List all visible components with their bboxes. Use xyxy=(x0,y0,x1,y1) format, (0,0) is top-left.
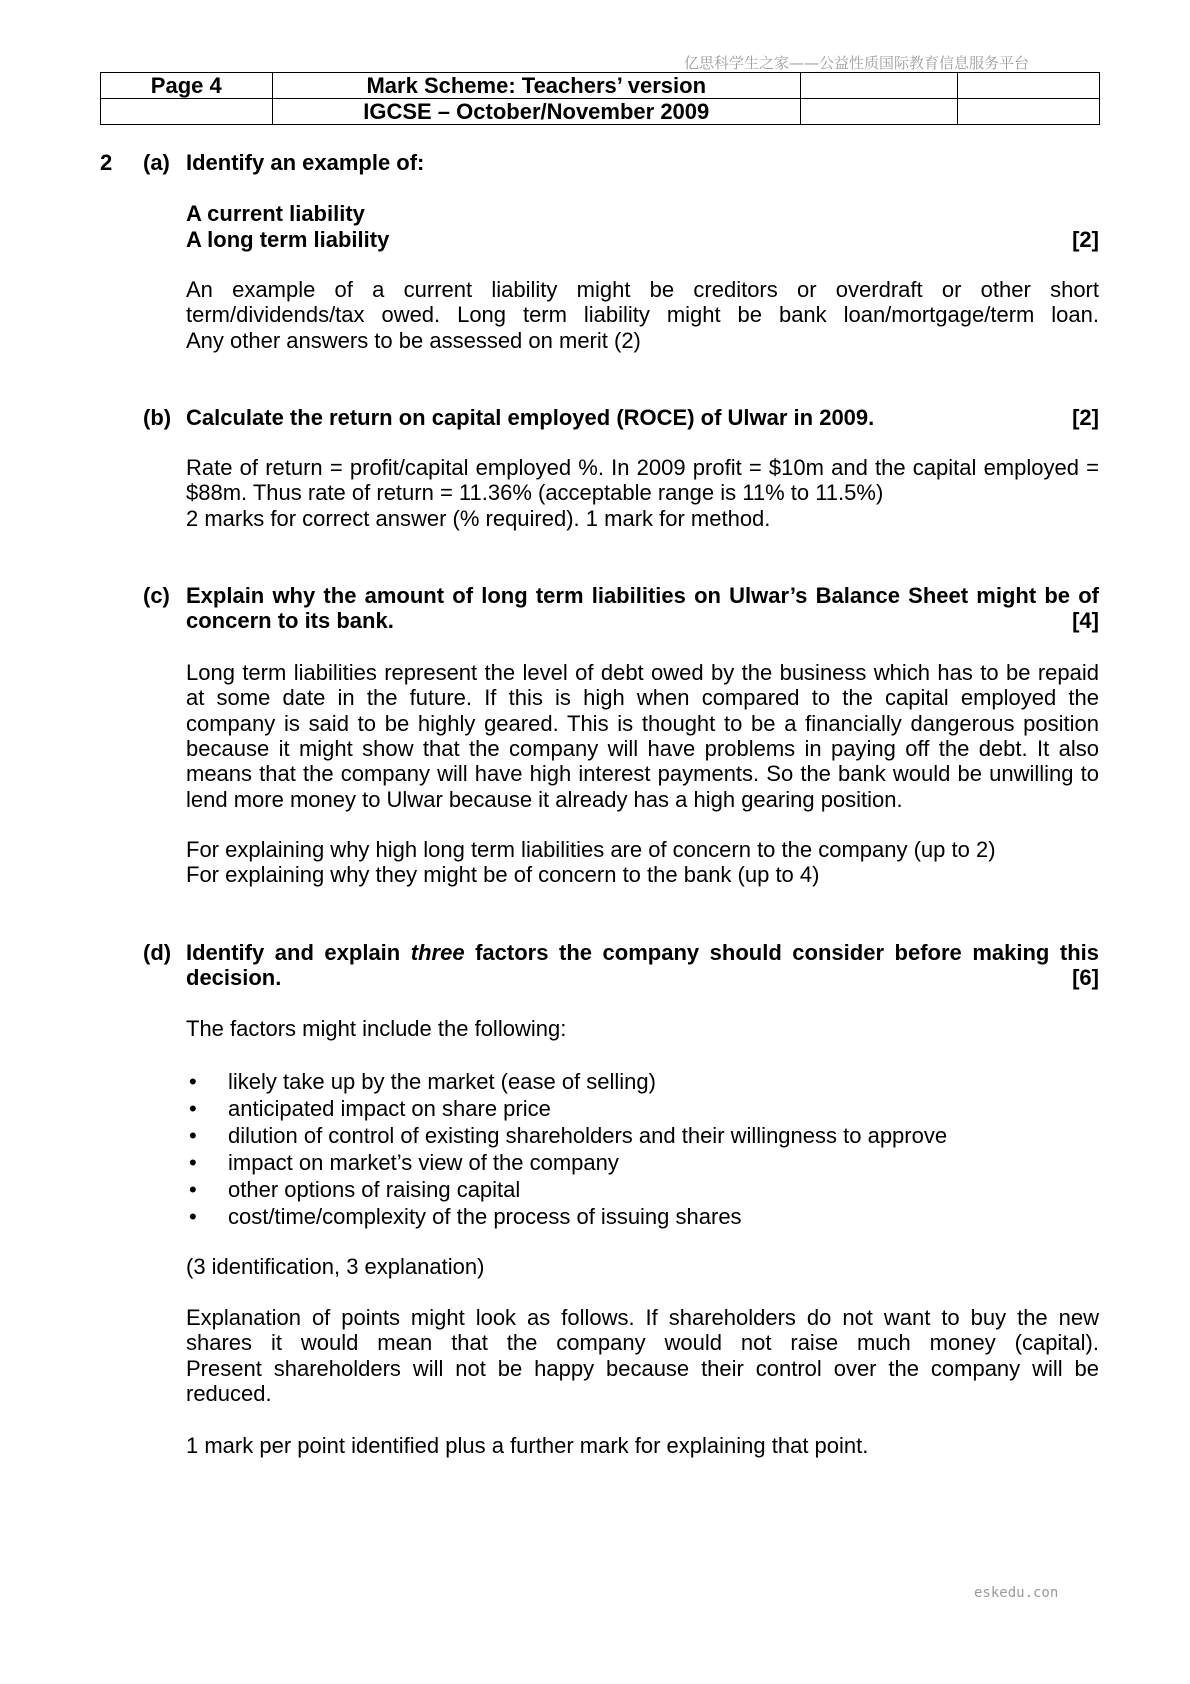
list-item-text: other options of raising capital xyxy=(228,1177,521,1203)
list-item xyxy=(186,1095,1099,1122)
page-number-cell: Page 4 xyxy=(101,73,273,99)
footer-watermark: eskedu.con xyxy=(974,1585,1059,1601)
list-item-text: anticipated impact on share price xyxy=(228,1096,551,1122)
part-d-prompt-line xyxy=(186,940,1099,965)
answer-line: Long term liabilities represent the level of debt owed by the business which has to be repaid xyxy=(186,660,1099,685)
part-d-heading-continued xyxy=(0,965,1190,990)
part-d-prompt-row xyxy=(186,965,1099,990)
list-item xyxy=(186,1122,1099,1149)
part-c-label: (c) xyxy=(143,583,170,608)
part-a-item-text: A current liability xyxy=(186,201,365,226)
part-c-marking-guidance xyxy=(186,837,1099,888)
answer-line: 2 marks for correct answer (% required). 1 mark for method. xyxy=(186,505,771,531)
part-a-item-text: A long term liability xyxy=(186,226,390,252)
part-a-marks: [2] xyxy=(1072,226,1099,252)
list-item-text: dilution of control of existing shareholders and their willingness to approve xyxy=(228,1123,948,1149)
bullet-icon xyxy=(189,1203,197,1230)
part-d-prompt-end: factors the company should consider before making this xyxy=(464,940,1099,965)
intro-line: The factors might include the following: xyxy=(186,1016,567,1041)
part-b-answer xyxy=(186,455,1099,531)
part-b-heading xyxy=(0,405,1190,430)
header-empty-cell xyxy=(101,99,273,125)
question-number: 2 xyxy=(100,150,113,175)
answer-line: An example of a current liability might be creditors or overdraft or other short xyxy=(186,277,1099,302)
list-item xyxy=(186,1176,1099,1203)
part-d-prompt-line: decision. xyxy=(186,965,282,991)
part-a-answer xyxy=(186,277,1099,353)
header-empty-cell xyxy=(957,73,1100,99)
document-title-cell: Mark Scheme: Teachers’ version xyxy=(272,73,801,99)
part-a-item xyxy=(0,227,1190,252)
part-a-heading xyxy=(0,150,1190,175)
part-c-marks: [4] xyxy=(1072,608,1099,634)
answer-line: Rate of return = profit/capital employed %. In 2009 profit = $10m and the capital employed = xyxy=(186,455,1099,480)
part-b-prompt: Calculate the return on capital employed (ROCE) of Ulwar in 2009. xyxy=(186,404,875,430)
header-empty-cell xyxy=(957,99,1100,125)
part-d-prompt-start: Identify and explain xyxy=(186,940,411,965)
part-a-item-with-marks xyxy=(186,227,1099,252)
part-d-heading xyxy=(0,940,1190,965)
answer-line: at some date in the future. If this is high when compared to the capital employed the xyxy=(186,685,1099,711)
list-item-text: cost/time/complexity of the process of issuing shares xyxy=(228,1204,742,1230)
part-c-answer xyxy=(186,660,1099,812)
allocation-line: (3 identification, 3 explanation) xyxy=(186,1254,485,1279)
marking-line: 1 mark per point identified plus a further mark for explaining that point. xyxy=(186,1432,869,1458)
explanation-line: shares it would mean that the company would not raise much money (capital). xyxy=(186,1330,1099,1356)
list-item xyxy=(186,1149,1099,1176)
part-d-intro xyxy=(186,1016,1099,1041)
header-empty-cell xyxy=(801,99,958,125)
part-d-mark-allocation xyxy=(186,1254,1099,1279)
marking-line: For explaining why they might be of concern to the bank (up to 4) xyxy=(186,862,820,888)
part-d-marking-guidance xyxy=(186,1433,1099,1458)
part-c-prompt-line: concern to its bank. xyxy=(186,608,394,634)
factors-list xyxy=(186,1068,1099,1230)
answer-line: Any other answers to be assessed on merit (2) xyxy=(186,327,641,353)
header-watermark: 亿思科学生之家——公益性质国际教育信息服务平台 xyxy=(684,54,1030,72)
header-table xyxy=(100,72,1100,125)
answer-line: company is said to be highly geared. This is thought to be a financially dangerous position xyxy=(186,710,1099,736)
list-item-text: likely take up by the market (ease of selling) xyxy=(228,1069,656,1094)
part-a-label: (a) xyxy=(143,150,170,175)
part-b-label: (b) xyxy=(143,404,172,430)
explanation-line: Explanation of points might look as follows. If shareholders do not want to buy the new xyxy=(186,1305,1099,1330)
answer-line: lend more money to Ulwar because it already has a high gearing position. xyxy=(186,786,903,812)
answer-line: term/dividends/tax owed. Long term liability might be bank loan/mortgage/term loan. xyxy=(186,302,1099,328)
marking-line: For explaining why high long term liabilities are of concern to the company (up to 2) xyxy=(186,837,996,862)
part-c-heading xyxy=(0,583,1190,608)
list-item xyxy=(186,1203,1099,1230)
part-b-marks: [2] xyxy=(1072,404,1099,430)
header-empty-cell xyxy=(801,73,958,99)
part-c-prompt-line: Explain why the amount of long term liabilities on Ulwar’s Balance Sheet might be of xyxy=(186,583,1099,608)
header-row xyxy=(101,73,1100,99)
bullet-icon xyxy=(189,1149,197,1176)
answer-line: means that the company will have high interest payments. So the bank would be unwilling to xyxy=(186,761,1099,787)
part-d-explanation xyxy=(186,1305,1099,1406)
part-d-label: (d) xyxy=(143,940,172,965)
part-b-prompt-row xyxy=(186,405,1099,430)
bullet-icon xyxy=(189,1122,197,1149)
answer-line: $88m. Thus rate of return = 11.36% (acceptable range is 11% to 11.5%) xyxy=(186,480,884,506)
part-d-prompt-emphasis: three xyxy=(410,940,465,965)
explanation-line: Present shareholders will not be happy because their control over the company will be xyxy=(186,1355,1099,1381)
bullet-icon xyxy=(189,1068,197,1095)
header-row xyxy=(101,99,1100,125)
part-a-prompt: Identify an example of: xyxy=(186,150,425,175)
explanation-line: reduced. xyxy=(186,1381,272,1407)
bullet-icon xyxy=(189,1095,197,1122)
exam-session-cell: IGCSE – October/November 2009 xyxy=(272,99,801,125)
part-a-item xyxy=(0,201,1190,226)
part-d-marks: [6] xyxy=(1072,965,1099,991)
answer-line: because it might show that the company will have problems in paying off the debt. It also xyxy=(186,736,1099,762)
list-item-text: impact on market’s view of the company xyxy=(228,1150,619,1176)
part-c-heading-continued xyxy=(0,608,1190,633)
bullet-icon xyxy=(189,1176,197,1203)
list-item xyxy=(186,1068,1099,1095)
part-c-prompt-row xyxy=(186,608,1099,633)
